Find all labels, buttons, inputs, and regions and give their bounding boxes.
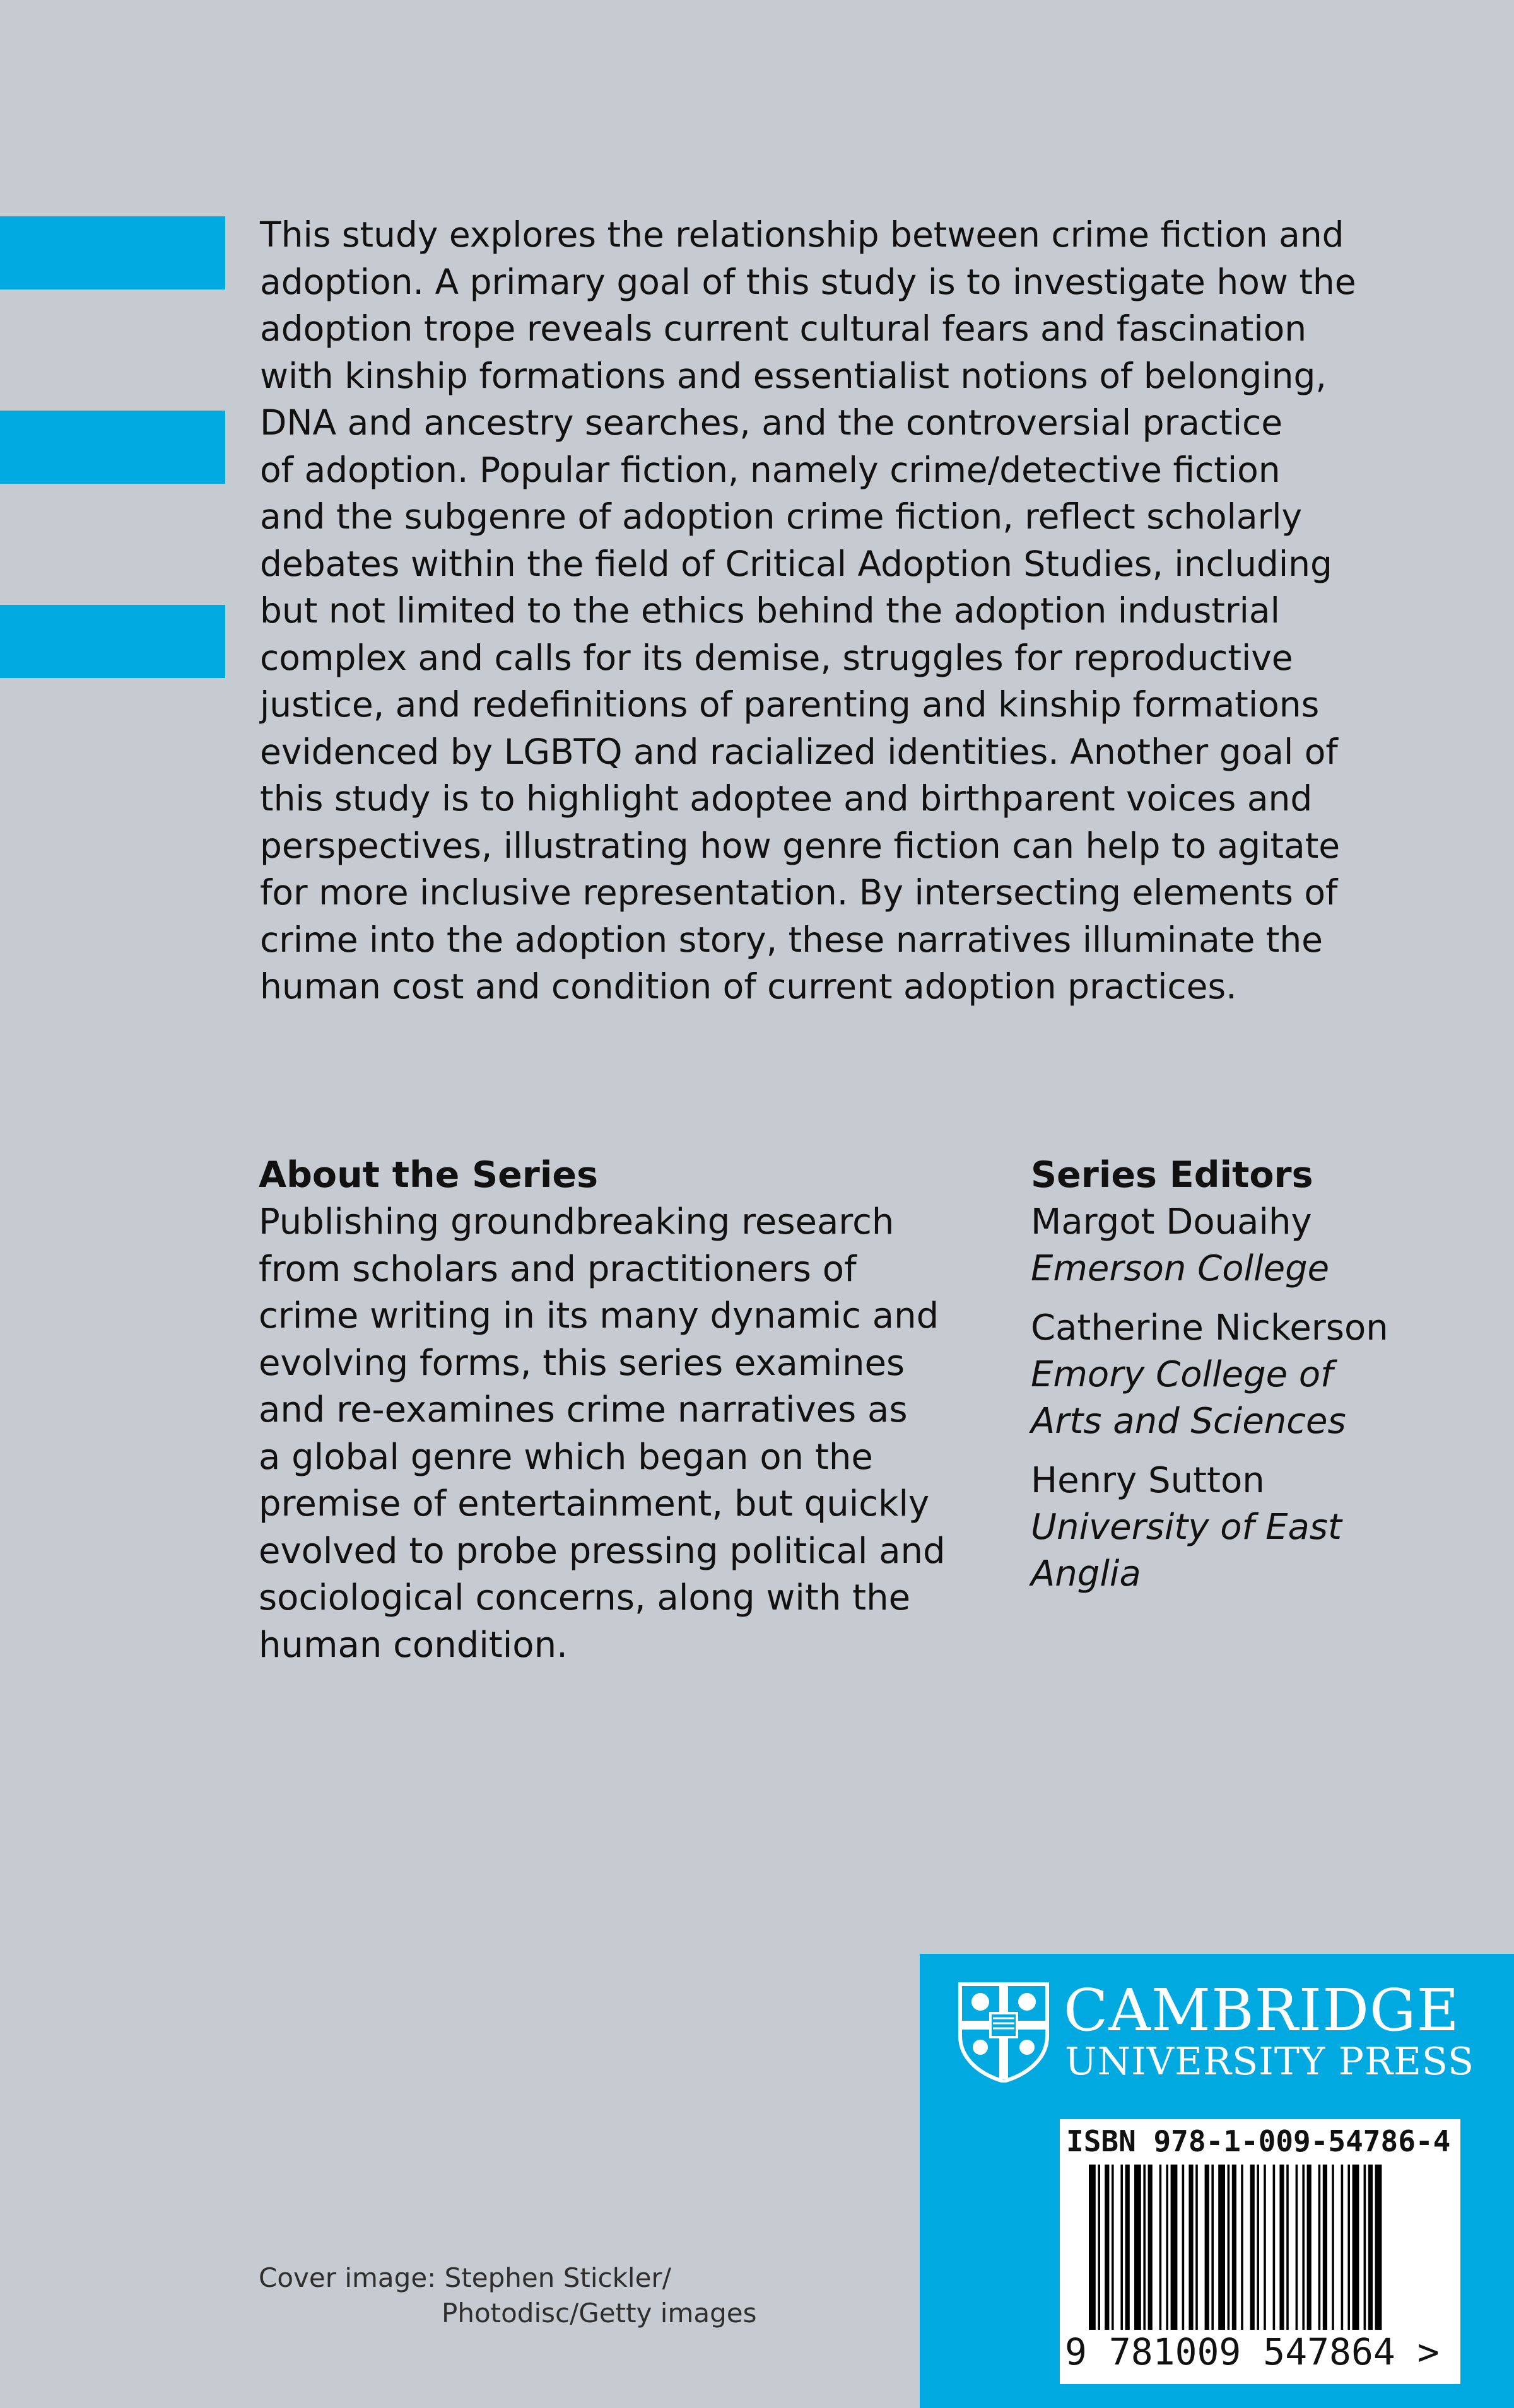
publisher-subname: UNIVERSITY PRESS: [1065, 2040, 1475, 2084]
barcode-bar: [1232, 2165, 1236, 2330]
about-series-text: Publishing groundbreaking research from scholars and practitioners of crime writing in its many dynamic and evolving forms, this series examines and re-examines crime narratives as a global genre which began on the premise of entertainment, but quickly evolved to probe pressing political and sociological concerns, along with the human condition.: [259, 1201, 946, 1666]
barcode-bar: [1257, 2165, 1259, 2330]
barcode-bar: [1241, 2165, 1243, 2330]
barcode-bar: [1120, 2165, 1123, 2330]
editor-affiliation: Emerson College: [1031, 1248, 1330, 1289]
about-series-heading: About the Series: [259, 1154, 599, 1196]
barcode-bar: [1264, 2165, 1266, 2330]
barcode-bar: [1182, 2165, 1185, 2330]
isbn-barcode: [1060, 2119, 1460, 2384]
barcode-bar: [1353, 2165, 1359, 2330]
series-editors-heading: Series Editors: [1031, 1154, 1313, 1196]
editor-affiliation: University of East Anglia: [1031, 1507, 1342, 1594]
barcode-bar: [1307, 2165, 1312, 2330]
barcode-bar: [1148, 2165, 1153, 2330]
barcode-bar: [1228, 2165, 1230, 2330]
barcode-bar: [1323, 2165, 1327, 2330]
barcode-bar: [1218, 2165, 1225, 2330]
barcode-bar: [1296, 2165, 1298, 2330]
editor-name: Margot Douaihy: [1031, 1201, 1312, 1242]
cambridge-crest-icon: [958, 1982, 1050, 2083]
barcode-bar: [1368, 2165, 1373, 2330]
accent-bar-3: [0, 605, 225, 678]
book-blurb: This study explores the relationship between crime fiction and adoption. A primary goal of this study is to investigate how the adoption trope reveals current cultural fears and fascination with kinship formations and essentialist notions of belonging, DNA and ancestry searches, and the controversial practice of adoption. Popular fiction, namely crime/detective fiction and the subgenre of adoption crime fiction, reflect scholarly debates within the field of Critical Adoption Studies, including but not limited to the ethics behind the adoption industrial complex and calls for its demise, struggles for reproductive justice, and redefinitions of parenting and kinship formations evidenced by LGBTQ and racialized identities. Another goal of this study is to highlight adoptee and birthparent voices and perspectives, illustrating how genre fiction can help to agitate for more inclusive representation. By intersecting elements of crime into the adoption story, these narratives illuminate the human cost and condition of current adoption practices.: [260, 214, 1356, 1007]
editor-entry: [1031, 1458, 1472, 1598]
barcode-bar: [1112, 2165, 1114, 2330]
isbn-label: ISBN 978-1-009-54786-4: [1066, 2124, 1451, 2158]
editor-entry: [1031, 1305, 1472, 1445]
barcode-bar: [1211, 2165, 1214, 2330]
barcode-bar: [1318, 2165, 1321, 2330]
barcode-bar: [1171, 2165, 1178, 2330]
barcode-bar: [1286, 2165, 1289, 2330]
barcode-bar: [1195, 2165, 1198, 2330]
about-series-section: [259, 1151, 978, 1669]
accent-bar-2: [0, 411, 225, 484]
barcode-bar: [1347, 2165, 1350, 2330]
barcode-bar: [1125, 2165, 1130, 2330]
barcode-bar: [1098, 2165, 1100, 2330]
series-editors-section: [1031, 1151, 1472, 1610]
barcode-bar: [1166, 2165, 1168, 2330]
accent-bar-1: [0, 216, 225, 289]
editor-entry: [1031, 1199, 1472, 1292]
barcode-bars: [1089, 2165, 1442, 2335]
barcode-bar: [1302, 2165, 1305, 2330]
barcode-bar: [1250, 2165, 1255, 2330]
credit-line-1: Cover image: Stephen Stickler/: [259, 2262, 671, 2293]
editor-name: Henry Sutton: [1031, 1460, 1265, 1501]
barcode-bar: [1375, 2165, 1382, 2330]
editor-name: Catherine Nickerson: [1031, 1307, 1388, 1348]
barcode-bar: [1159, 2165, 1162, 2330]
publisher-panel: [920, 1954, 1514, 2408]
barcode-bar: [1205, 2165, 1209, 2330]
barcode-bar: [1332, 2165, 1334, 2330]
barcode-bar: [1105, 2165, 1109, 2330]
barcode-bar: [1273, 2165, 1276, 2330]
credit-line-2: Photodisc/Getty images: [442, 2298, 757, 2329]
barcode-bar: [1089, 2165, 1096, 2330]
barcode-bar: [1188, 2165, 1193, 2330]
barcode-bar: [1341, 2165, 1344, 2330]
publisher-name: CAMBRIDGE: [1064, 1977, 1460, 2044]
barcode-bar: [1143, 2165, 1146, 2330]
barcode-bar: [1279, 2165, 1284, 2330]
barcode-bar: [1134, 2165, 1141, 2330]
barcode-digits: 9 781009 547864 >: [1065, 2330, 1440, 2373]
editor-affiliation: Emory College of Arts and Sciences: [1031, 1354, 1346, 1442]
cover-image-credit: [259, 2260, 826, 2331]
barcode-bar: [1364, 2165, 1366, 2330]
